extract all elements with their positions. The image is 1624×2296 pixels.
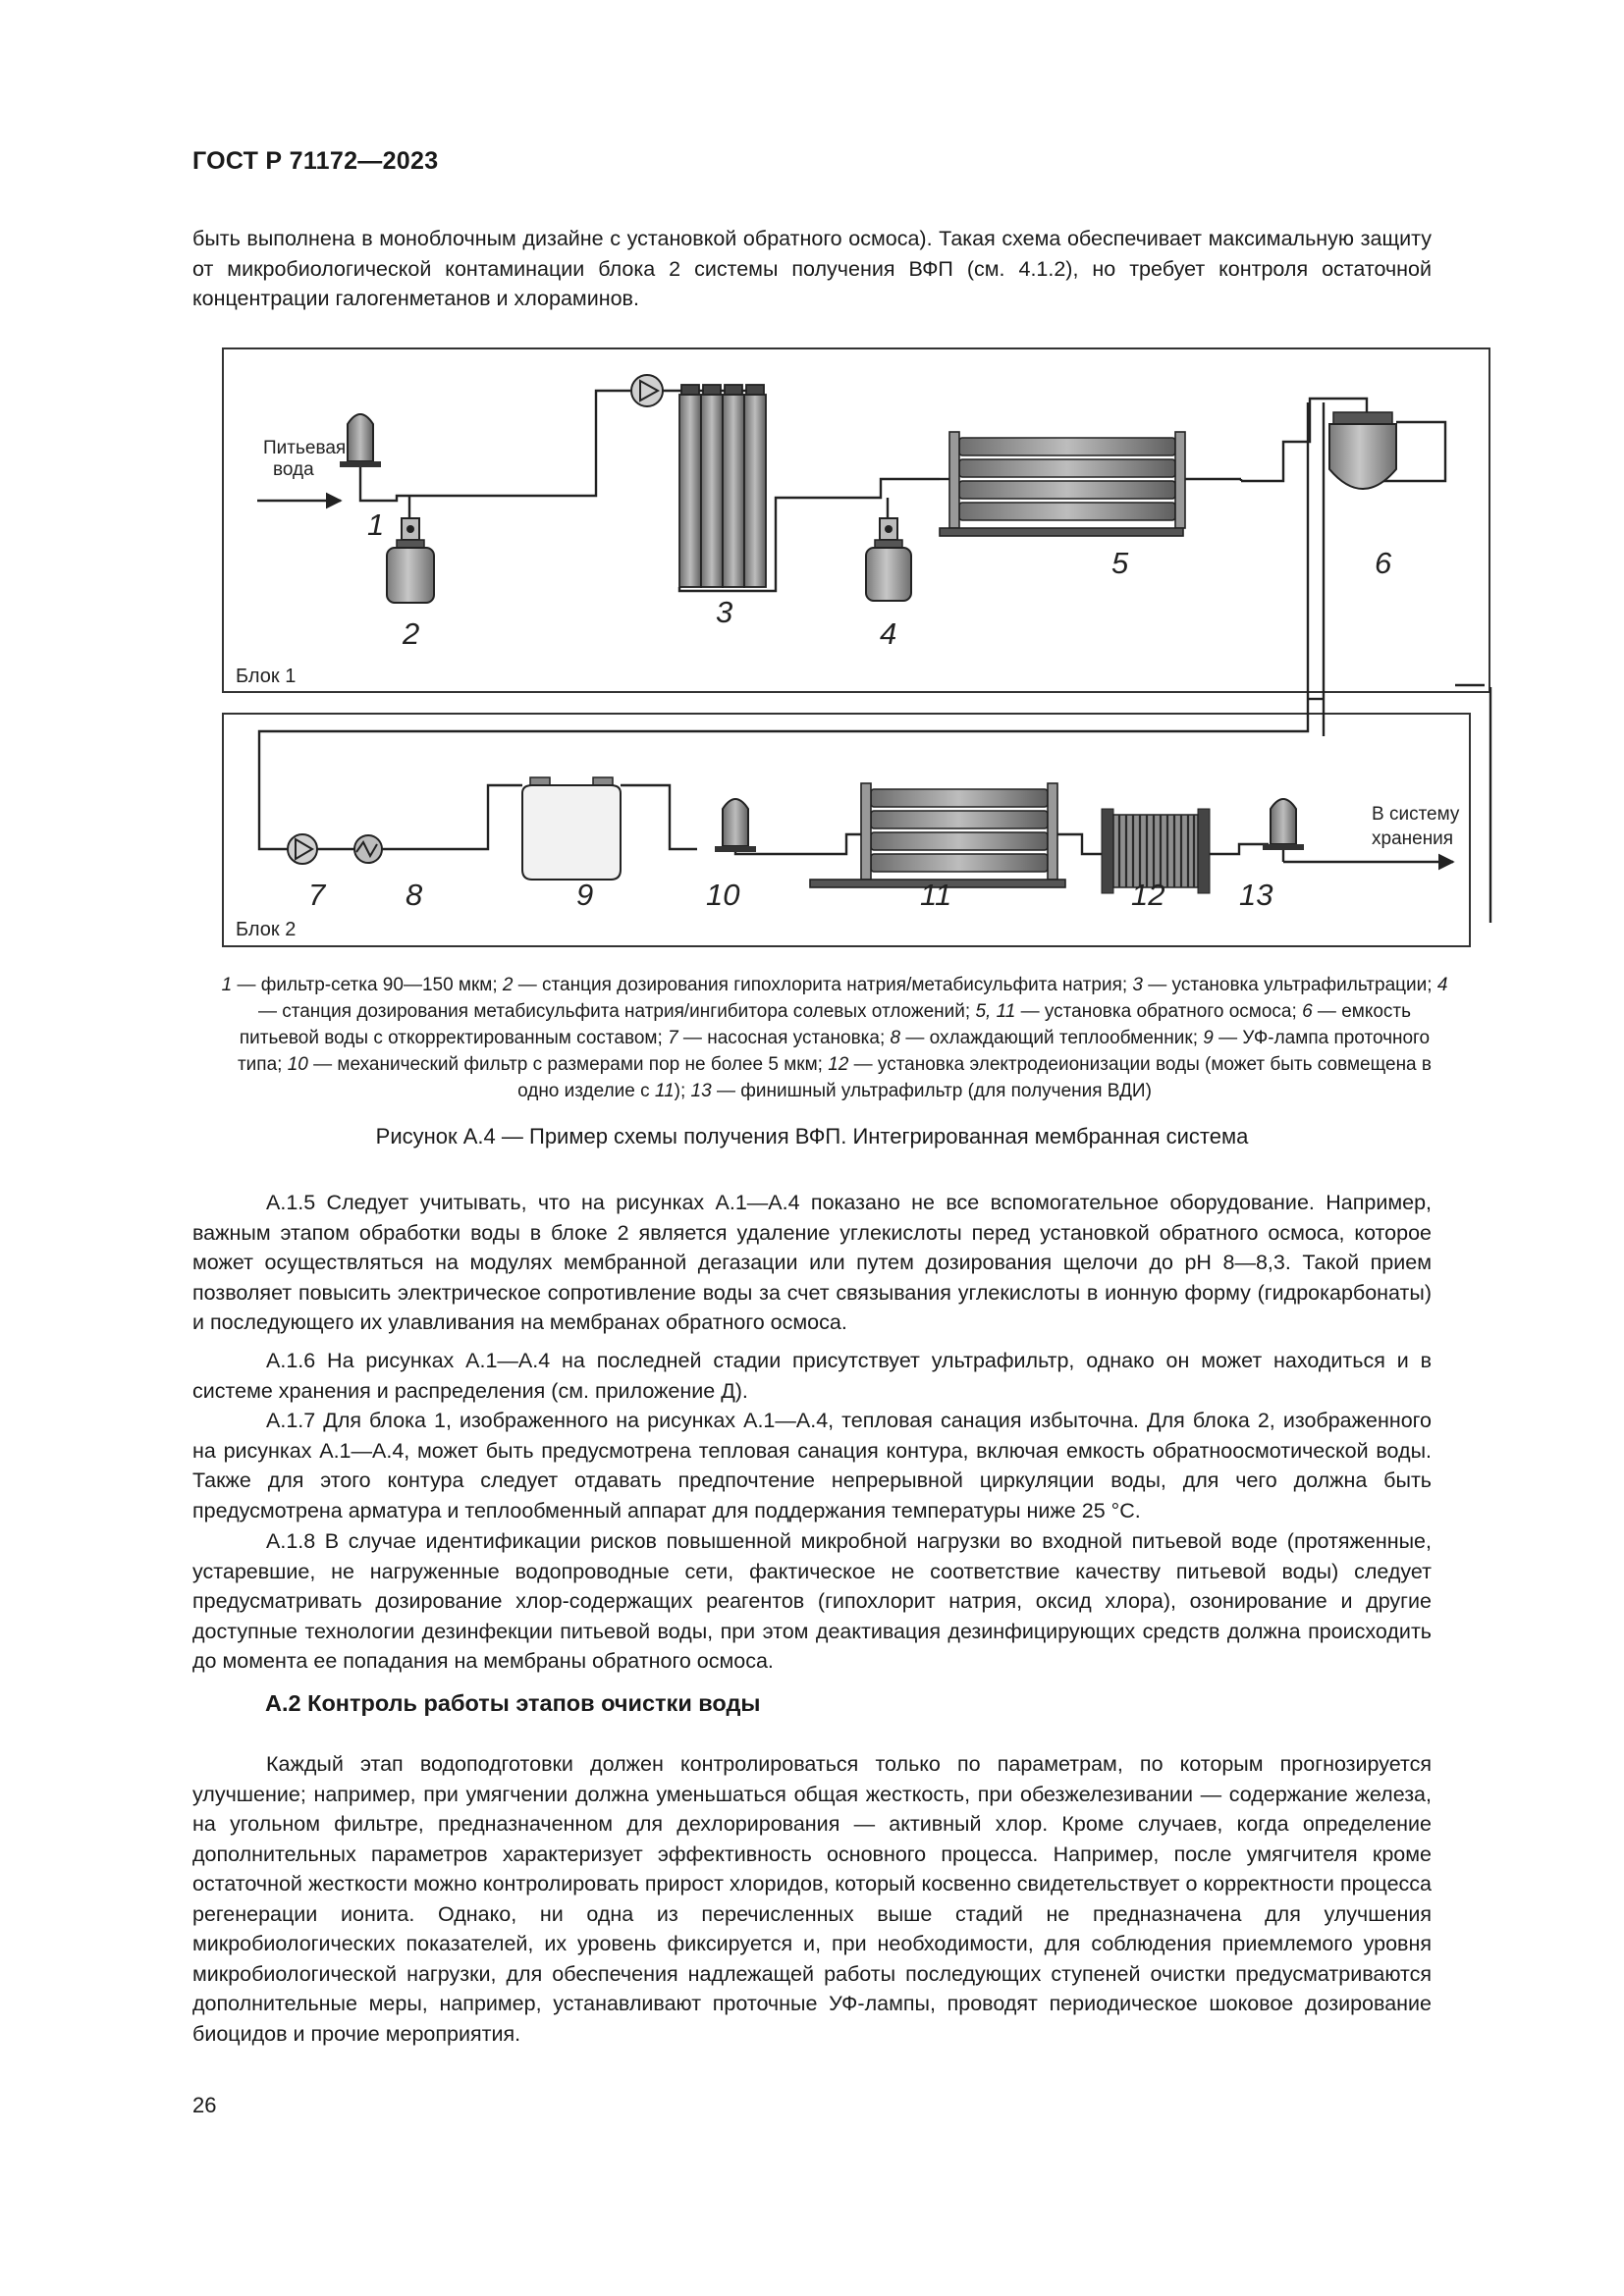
block-2-label: Блок 2 — [236, 919, 297, 940]
label-number-8: 8 — [406, 878, 423, 912]
intro-paragraph: быть выполнена в моноблочным дизайне с установкой обратного осмоса). Такая схема обеспечивает максимальную защиту от микробиологической контаминации блока 2 системы получения ВФП (см. 4.1.2), но требует контроля остаточной концентрации галогенметанов и хлораминов. — [192, 227, 1432, 310]
section-heading-a2: А.2 Контроль работы этапов очистки воды — [265, 1690, 761, 1716]
label-number-4: 4 — [880, 616, 897, 651]
label-number-13: 13 — [1239, 878, 1273, 912]
input-label-line1: Питьевая — [263, 438, 347, 458]
figure-legend: 1 — фильтр-сетка 90—150 мкм; 2 — станция дозирования гипохлорита натрия/метабисульфита натрия; 3 — установка ультрафильтрации; 4 — станция дозирования метабисульфита натрия/ингибитора солевых отложений; 5, 11 — установка обратного осмоса; 6 — емкость питьевой воды с откорректированным составом; 7 — насосная установка; 8 — охлаждающий теплообменник; 9 — УФ-лампа проточного типа; 10 — механический фильтр с размерами пор не более 5 мкм; 12 — установка электродеионизации воды (может быть совмещена в одно изделие с 11); 13 — финишный ультрафильтр (для получения ВДИ) — [221, 975, 1448, 1101]
pump-7 — [288, 834, 317, 864]
label-number-6: 6 — [1375, 546, 1392, 580]
label-number-7: 7 — [308, 878, 326, 912]
uv-lamp-9 — [522, 777, 621, 880]
document-header: ГОСТ Р 71172—2023 — [192, 147, 439, 175]
label-number-2: 2 — [403, 616, 420, 651]
process-diagram — [218, 344, 1496, 950]
label-number-5: 5 — [1111, 546, 1129, 580]
input-label-line2: вода — [273, 459, 314, 480]
label-number-1: 1 — [367, 507, 385, 542]
label-number-10: 10 — [706, 878, 740, 912]
label-number-11: 11 — [920, 878, 952, 912]
storage-tank-6 — [1329, 412, 1396, 489]
reverse-osmosis-unit-5 — [940, 432, 1241, 536]
figure-title: Рисунок А.4 — Пример схемы получения ВФП. Интегрированная мембранная система — [375, 1124, 1249, 1148]
paragraph-a17: А.1.7 Для блока 1, изображенного на рисунках А.1—А.4, тепловая санация избыточна. Для блока 2, изображенного на рисунках А.1—А.4, может быть предусмотрена тепловая санация контура, включая емкость обратноосмотической воды. Также для этого контура следует отдавать предпочтение непрерывной циркуляции воды, для чего должна быть предусмотрена арматура и теплообменный аппарат для поддержания температуры ниже 25 °С. — [192, 1409, 1432, 1522]
page-number: 26 — [192, 2093, 217, 2117]
label-number-3: 3 — [716, 595, 733, 629]
label-number-12: 12 — [1131, 878, 1165, 912]
output-label-line1: В систему — [1372, 804, 1460, 825]
final-ultrafilter-13 — [1263, 799, 1304, 850]
section-a2-text: Каждый этап водоподготовки должен контролироваться только по параметрам, по которым прогнозируется улучшение; например, при умягчении должна уменьшаться общая жесткость, при обезжелезивании — содержание железа, на угольном фильтре, предназначенном для дехлорирования — активный хлор. Кроме случаев, когда определение дополнительных параметров характеризует эффективность основного процесса. Например, после умягчителя кроме остаточной жесткости можно контролировать прирост хлоридов, который косвенно свидетельствует о корректности процесса регенерации ионита. Однако, ни одна из перечисленных выше стадий не предназначена для улучшения микробиологических показателей, их уровень фиксируется и, при необходимости, для соблюдения приемлемого уровня микробиологической нагрузки, для обеспечения надлежащей работы последующих ступеней очистки предусматриваются дополнительные меры, например, устанавливают проточные УФ-лампы, проводят периодическое шоковое дозирование биоцидов и прочие мероприятия. — [192, 1752, 1432, 2046]
ultrafiltration-unit-3 — [679, 385, 776, 591]
paragraph-a15: А.1.5 Следует учитывать, что на рисунках А.1—А.4 показано не все вспомогательное оборудование. Например, важным этапом обработки воды в блоке 2 является удаление углекислоты перед установкой обратного осмоса, которое может осуществляться на модулях мембранной дегазации или путем дозирования щелочи до pH 8—8,3. Такой прием позволяет повысить электрическое сопротивление воды за счет связывания углекислоты в ионную форму (гидрокарбонаты) и последующего их улавливания на мембранах обратного осмоса. — [192, 1191, 1432, 1334]
mechanical-filter-10 — [715, 799, 756, 852]
paragraph-a16: А.1.6 На рисунках А.1—А.4 на последней стадии присутствует ультрафильтр, однако он может находиться и в системе хранения и распределения (см. приложение Д). — [192, 1349, 1432, 1403]
dosing-station-2 — [387, 518, 434, 603]
strainer-filter-1 — [340, 414, 381, 467]
pump-block1 — [631, 375, 663, 406]
paragraph-a18: А.1.8 В случае идентификации рисков повышенной микробной нагрузки во входной питьевой воде (протяженные, устаревшие, не нагруженные водопроводные сети, фактическое не соответствие качеству питьевой воды) следует предусматривать дозирование хлор-содержащих реагентов (гипохлорит натрия, оксид хлора), озонирование и другие доступные технологии дезинфекции питьевой воды, при этом деактивация дезинфицирующих средств должна происходить до момента ее попадания на мембраны обратного осмоса. — [192, 1529, 1432, 1673]
label-number-9: 9 — [576, 878, 594, 912]
output-label-line2: хранения — [1372, 828, 1454, 849]
dosing-station-4 — [866, 518, 911, 601]
block-1-piping — [257, 391, 1485, 699]
heat-exchanger-8 — [354, 835, 382, 863]
block-1-label: Блок 1 — [236, 666, 297, 687]
